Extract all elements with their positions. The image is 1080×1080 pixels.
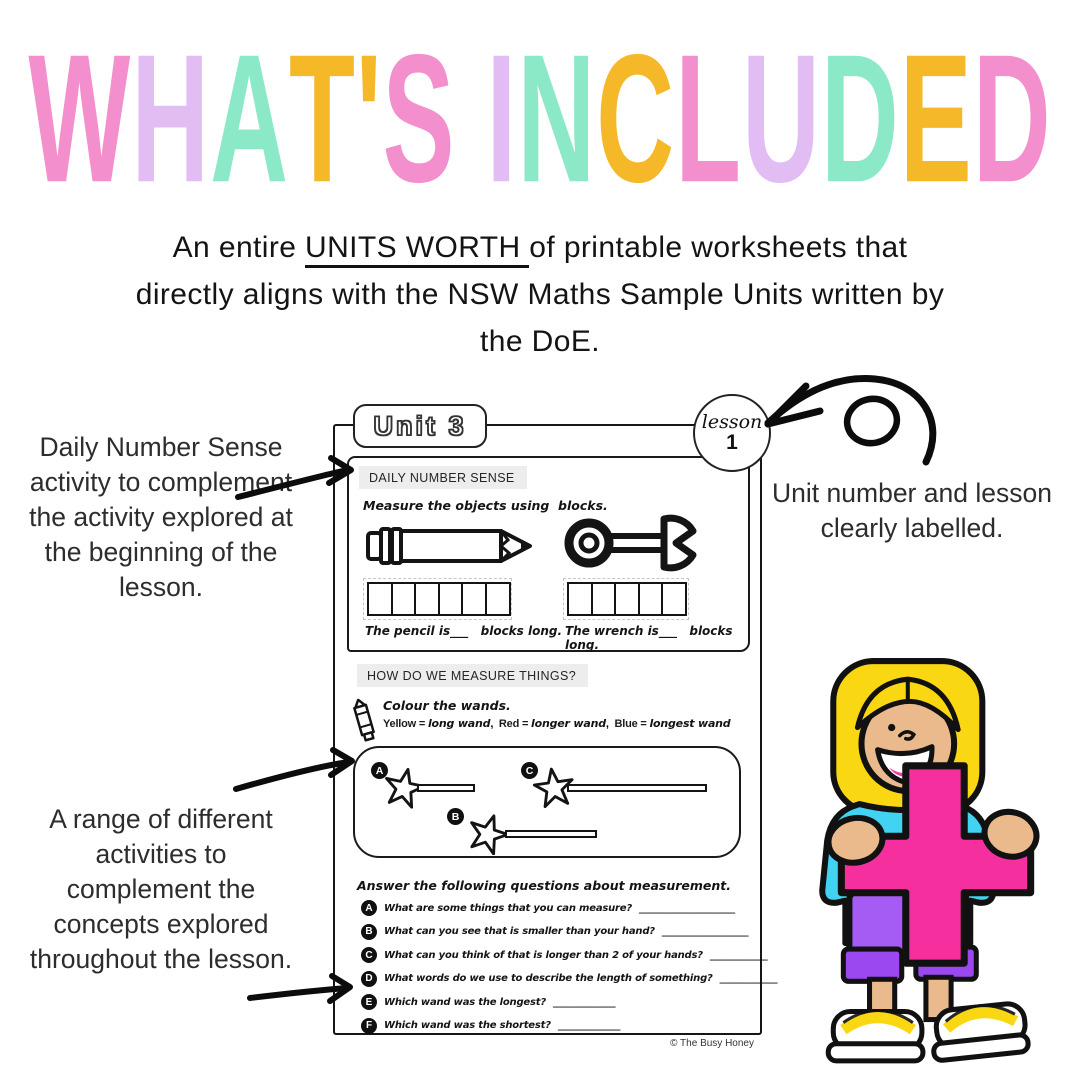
wands-box (353, 746, 741, 858)
legend-colour-name: Red (498, 718, 520, 730)
title-letter: N (517, 17, 597, 221)
question-row (361, 947, 768, 963)
legend-colour-desc: long wand (427, 717, 491, 730)
subtitle-underlined-text: UNITS WORTH (305, 231, 529, 268)
page-title (28, 17, 1052, 221)
legend-colour-desc: longer wand (531, 717, 606, 730)
shoe (828, 1011, 923, 1061)
question-row (361, 971, 778, 987)
title-letter: L (675, 17, 742, 221)
unit-badge-label: Unit 3 (373, 410, 467, 441)
legend-colour-desc: longest wand (649, 717, 731, 730)
legend-item: Yellow = long wand , (383, 718, 499, 730)
subtitle-line-2: directly aligns with the NSW Maths Sample Units written by (135, 278, 945, 311)
wand-stick (505, 830, 597, 838)
colour-instruction: Colour the wands. (383, 698, 511, 713)
question-row (361, 994, 757, 1010)
measure-section-header: HOW DO WE MEASURE THINGS? (357, 664, 588, 687)
annotation-daily-number-sense: Daily Number Sense activity to complement the activity explored at the beginning of the lesson. (29, 432, 293, 602)
wand-stick (417, 784, 475, 792)
question-text: What can you think of that is longer than 2 of your hands? (384, 949, 703, 961)
title-letter: H (131, 17, 211, 221)
title-letter: C (596, 17, 676, 221)
question-row (361, 900, 757, 916)
title-letter: W (28, 17, 132, 221)
shoe (930, 1001, 1029, 1061)
subtitle (0, 224, 1080, 365)
measuring-block (461, 582, 487, 616)
subtitle-text: An entire (172, 231, 306, 264)
measuring-block (661, 582, 687, 616)
title-letter: T (289, 17, 356, 221)
pencil-icon (363, 520, 535, 572)
question-row (361, 924, 757, 940)
girl-with-plus-illustration (793, 652, 1080, 1080)
wand-stick (567, 784, 707, 792)
question-letter-badge: C (361, 947, 377, 963)
eye (888, 724, 895, 731)
answer-blank: ____________ (719, 973, 778, 984)
question-letter-badge: D (361, 971, 377, 987)
measuring-block (591, 582, 617, 616)
questions-list (361, 900, 778, 1041)
lesson-badge-word: lesson (701, 411, 763, 433)
measuring-block (391, 582, 417, 616)
wand-b-label: B (447, 808, 464, 825)
wrench-sentence: The wrench is___ blocks long. (565, 624, 737, 652)
pencil-blocks-row (363, 578, 512, 620)
title-letter: U (741, 17, 821, 221)
answer-blank: _____________ (557, 1020, 621, 1031)
measuring-block (614, 582, 640, 616)
title-letter: E (899, 17, 973, 221)
question-letter-badge: F (361, 1018, 377, 1034)
wand-c-label: C (521, 762, 538, 779)
title-letter: D (820, 17, 900, 221)
shorts-cuff (843, 949, 901, 981)
measuring-block (567, 582, 593, 616)
daily-instruction: Measure the objects using blocks. (363, 498, 608, 513)
legend-item: Red = longer wand , (499, 718, 615, 730)
star-wand-icon (467, 813, 509, 855)
unit-badge (353, 404, 487, 448)
annotation-unit-lesson-label: Unit number and lesson clearly labelled. (772, 478, 1052, 543)
answer-blank: ____________ (709, 949, 768, 961)
questions-instruction: Answer the following questions about measurement. (357, 878, 732, 893)
answer-blank: _____________ (552, 996, 616, 1008)
title-letter: ' (355, 17, 383, 221)
measuring-block (638, 582, 664, 616)
question-letter-badge: B (361, 924, 377, 940)
legend-colour-name: Yellow (383, 718, 417, 730)
copyright: © The Busy Honey (670, 1038, 754, 1049)
question-text: Which wand was the longest? (384, 996, 546, 1008)
measuring-block (485, 582, 511, 616)
answer-blank: ____________________ (638, 902, 735, 914)
question-text: What can you see that is smaller than your hand? (384, 926, 655, 937)
question-row (361, 1018, 757, 1034)
subtitle-line-1 (0, 224, 1080, 271)
lesson-badge-number: 1 (726, 431, 738, 454)
pencil-sentence: The pencil is___ blocks long. (365, 624, 563, 638)
wrench-blocks-row (563, 578, 689, 620)
worksheet-page (333, 410, 778, 1049)
curly-arrow-to-lesson-badge-icon (768, 379, 933, 462)
question-letter-badge: A (361, 900, 377, 916)
title-letter (455, 46, 486, 192)
question-text: What words do we use to describe the length of something? (384, 973, 713, 984)
crayon-icon (347, 696, 380, 744)
wrench-icon (563, 512, 707, 574)
daily-number-sense-header: DAILY NUMBER SENSE (359, 466, 527, 489)
title-letter: S (382, 17, 456, 221)
title-letter: I (486, 17, 518, 221)
question-text: Which wand was the shortest? (384, 1020, 551, 1031)
daily-number-sense-section (347, 456, 750, 652)
lesson-badge (693, 394, 771, 472)
subtitle-line-3: the DoE. (480, 325, 600, 358)
title-letter: D (972, 17, 1052, 221)
measuring-block (414, 582, 440, 616)
colour-legend (383, 717, 730, 730)
legend-item: Blue = longest wand (614, 717, 731, 730)
measuring-block (438, 582, 464, 616)
answer-blank: __________________ (661, 926, 749, 937)
measuring-block (367, 582, 393, 616)
wand-a-label: A (371, 762, 388, 779)
question-letter-badge: E (361, 994, 377, 1010)
subtitle-text: of printable worksheets that (529, 231, 908, 264)
question-text: What are some things that you can measure? (384, 902, 632, 914)
annotation-range-of-activities: A range of different activities to complement the concepts explored throughout the lesson. (29, 804, 293, 974)
legend-colour-name: Blue (614, 718, 638, 730)
title-letter: A (210, 17, 290, 221)
